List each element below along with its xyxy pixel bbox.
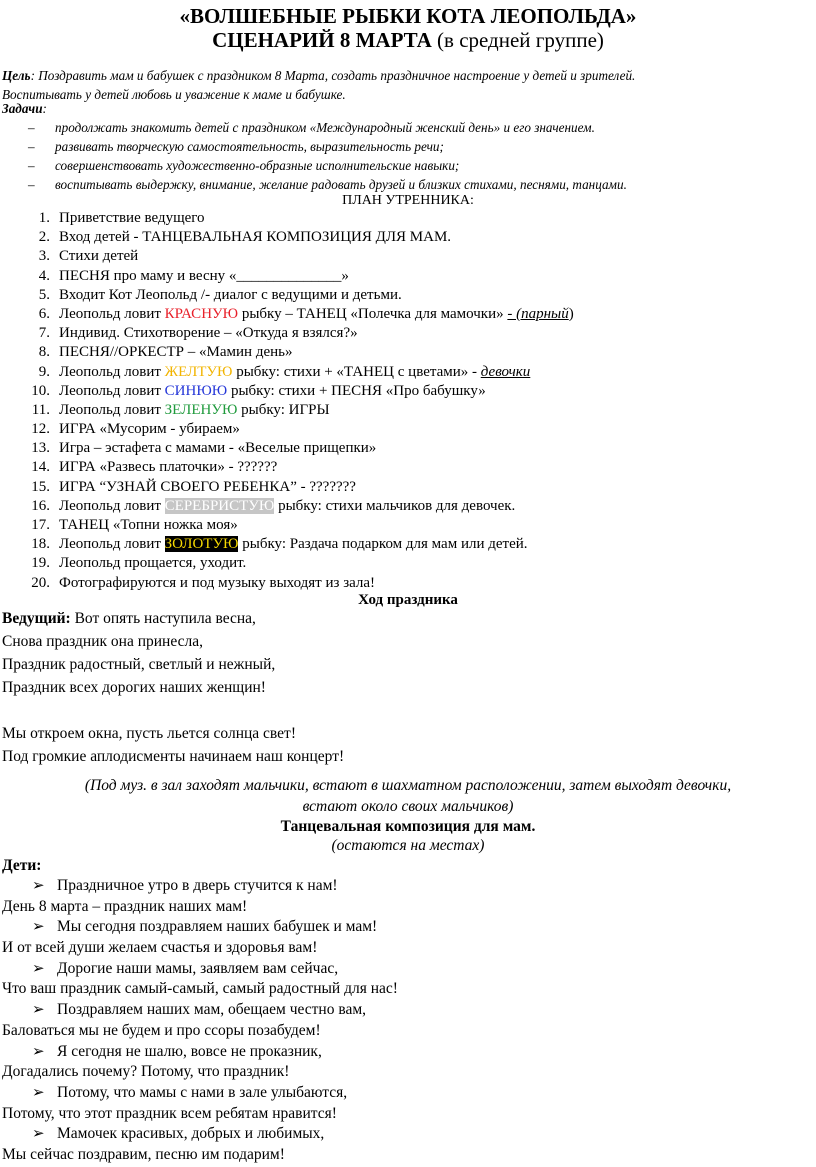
plan-item-text: Фотографируются и под музыку выходят из зала! (59, 574, 376, 591)
plan-item (0, 209, 574, 228)
plan-item (0, 420, 574, 439)
poem-text: Поздравляем наших мам, обещаем честно вам, (57, 1001, 367, 1019)
poem-line: Праздник радостный, светлый и нежный, (2, 656, 276, 673)
plan-item-text: Леопольд прощается, уходит. (59, 555, 247, 572)
girls-note: девочки (480, 363, 531, 380)
item-number: 6. (38, 305, 50, 322)
plan-item-text: Вход детей - ТАНЦЕВАЛЬНАЯ КОМПОЗИЦИЯ ДЛЯ МАМ. (59, 229, 452, 246)
plan-item (0, 247, 574, 266)
poem-gap (2, 699, 344, 722)
dance-title: Танцевальная композиция для мам. (280, 818, 536, 835)
poem-line: Мы откроем окна, пусть льется солнца свет! (2, 725, 296, 742)
plan-item-text: Леопольд ловит (59, 382, 165, 399)
fish-yellow: ЖЕЛТУЮ (164, 363, 233, 380)
poem-line: Мы сейчас поздравим, песню им подарим! (2, 1145, 285, 1163)
plan-item (0, 286, 574, 305)
poem-line: Баловаться мы не будем и про ссоры позабудем! (2, 1021, 321, 1039)
plan-item-text: ) (568, 305, 574, 322)
plan-item (0, 458, 574, 477)
poem-line: Снова праздник она принесла, (2, 633, 203, 650)
fish-green: ЗЕЛЕНУЮ (164, 401, 238, 418)
dance-note: (остаются на местах) (331, 837, 485, 854)
poem-text: Я сегодня не шалю, вовсе не проказник, (57, 1042, 322, 1060)
item-number: 9. (38, 363, 50, 380)
item-number: 19. (31, 555, 50, 572)
item-number: 5. (38, 286, 50, 303)
task-text: продолжать знакомить детей с праздником «Международный женский день» и его значением. (55, 120, 595, 135)
plan-item-text: ИГРА «Развесь платочки» - ?????? (59, 459, 278, 476)
plan-item-text: ТАНЕЦ «Топни ножка моя» (59, 517, 238, 533)
plan-item (0, 535, 574, 554)
tasks-heading (2, 101, 47, 117)
plan-item (0, 401, 574, 420)
document-title: «ВОЛШЕБНЫЕ РЫБКИ КОТА ЛЕОПОЛЬДА» (179, 4, 637, 28)
kids-poem (0, 876, 398, 1166)
plan-item (0, 228, 574, 247)
poem-line (0, 917, 398, 938)
plan-item-text: ПЕСНЯ//ОРКЕСТР – «Мамин день» (59, 344, 293, 361)
stage-direction (0, 775, 816, 817)
poem-line: Что ваш праздник самый-самый, самый радостный для нас! (2, 980, 398, 998)
poem-line: День 8 марта – праздник наших мам! (2, 897, 248, 915)
plan-item (0, 382, 574, 401)
pair-note: - (парный (507, 305, 569, 322)
item-number: 4. (38, 267, 50, 284)
poem-line (0, 1083, 398, 1104)
plan-item-text: рыбку: стихи + ПЕСНЯ «Про бабушку» (227, 382, 486, 399)
document-subtitle (0, 27, 816, 53)
list-item (0, 137, 627, 156)
plan-title: ПЛАН УТРЕННИКА: (342, 193, 474, 208)
item-number: 3. (38, 248, 50, 265)
arrow-bullet-icon: ➢ (32, 960, 45, 977)
plan-item (0, 439, 574, 458)
plan-item (0, 343, 574, 362)
plan-item (0, 363, 574, 382)
plan-item-text: Леопольд ловит (59, 305, 165, 322)
poem-text: Мамочек красивых, добрых и любимых, (57, 1125, 325, 1143)
fish-blue: СИНЮЮ (164, 382, 228, 399)
item-number: 14. (31, 459, 50, 476)
tasks-label: Задачи (2, 101, 43, 116)
poem-line (0, 1000, 398, 1021)
tasks-colon: : (42, 101, 47, 116)
subtitle-bold: СЦЕНАРИЙ 8 МАРТА (212, 28, 432, 52)
item-number: 17. (31, 517, 50, 533)
poem-text: Вот опять наступила весна, (70, 610, 256, 627)
plan-item-text: Леопольд ловит (59, 401, 165, 418)
plan-item-text: Леопольд ловит (59, 497, 165, 514)
tasks-list (0, 118, 627, 194)
task-text: совершенствовать художественно-образные исполнительские навыки; (55, 158, 460, 173)
plan-item-text: ПЕСНЯ про маму и весну «______________» (59, 267, 349, 284)
item-number: 20. (31, 574, 50, 591)
kids-label: Дети: (2, 857, 42, 874)
stage-line: встают около своих мальчиков) (302, 798, 514, 815)
plan-item (0, 478, 574, 497)
plan-item-text: Игра – эстафета с мамами - «Веселые прищепки» (59, 440, 377, 457)
item-number: 15. (31, 478, 50, 495)
item-number: 2. (38, 229, 50, 246)
goal-label: Цель (2, 68, 31, 83)
plan-item (0, 267, 574, 286)
poem-text: Дорогие наши мамы, заявляем вам сейчас, (57, 959, 339, 977)
task-text: воспитывать выдержку, внимание, желание радовать друзей и близких стихами, песнями, танцами. (55, 177, 627, 192)
plan-item-text: Леопольд ловит (59, 363, 165, 380)
plan-item-text: рыбку: стихи + «ТАНЕЦ с цветами» - (232, 363, 481, 380)
dash-bullet: – (28, 139, 35, 154)
poem-line: И от всей души желаем счастья и здоровья вам! (2, 939, 318, 957)
poem-line (0, 876, 398, 897)
list-item (0, 156, 627, 175)
list-item (0, 118, 627, 137)
plan-item-text: рыбку: Раздача подарком для мам или детей. (238, 536, 528, 553)
arrow-bullet-icon: ➢ (32, 1126, 45, 1143)
host-poem (2, 607, 344, 768)
plan-item-text: рыбку: ИГРЫ (237, 401, 330, 418)
plan-item-text: Входит Кот Леопольд /- диалог с ведущими и детьми. (59, 286, 402, 303)
item-number: 16. (31, 497, 50, 514)
dash-bullet: – (28, 158, 35, 173)
plan-item-text: ИГРА “УЗНАЙ СВОЕГО РЕБЕНКА” - ??????? (59, 478, 356, 495)
stage-line: (Под муз. в зал заходят мальчики, встают в шахматном расположении, затем выходят девочки, (84, 777, 732, 794)
plan-item-text: ИГРА «Мусорим - убираем» (59, 421, 240, 438)
dash-bullet: – (28, 120, 35, 135)
fish-silver: СЕРЕБРИСТУЮ (164, 497, 275, 514)
dash-bullet: – (28, 177, 35, 192)
item-number: 7. (38, 325, 50, 342)
subtitle-rest: (в средней группе) (431, 28, 604, 52)
plan-item (0, 554, 574, 573)
poem-line: Догадались почему? Потому, что праздник! (2, 1063, 290, 1081)
item-number: 13. (31, 440, 50, 457)
plan-item-text: рыбку – ТАНЕЦ «Полечка для мамочки» (238, 305, 508, 322)
item-number: 11. (31, 401, 50, 418)
host-label: Ведущий: (2, 610, 71, 627)
fish-gold: ЗОЛОТУЮ (164, 536, 239, 553)
poem-line: Потому, что этот праздник всем ребятам нравится! (2, 1104, 337, 1122)
course-title: Ход праздника (358, 592, 458, 608)
poem-line (0, 959, 398, 980)
plan-item (0, 305, 574, 324)
plan-item (0, 516, 574, 535)
plan-item-text: Леопольд ловит (59, 536, 165, 553)
item-number: 1. (38, 210, 50, 226)
plan-item-text: Индивид. Стихотворение – «Откуда я взялся?» (59, 325, 358, 342)
poem-line (0, 1042, 398, 1063)
poem-text: Мы сегодня поздравляем наших бабушек и мам! (57, 918, 378, 936)
task-text: развивать творческую самостоятельность, выразительность речи; (55, 139, 444, 154)
arrow-bullet-icon: ➢ (32, 1084, 45, 1101)
arrow-bullet-icon: ➢ (32, 1002, 45, 1019)
goal-text-2: Воспитывать у детей любовь и уважение к маме и бабушке. (2, 87, 346, 102)
poem-line: Под громкие аплодисменты начинаем наш концерт! (2, 748, 345, 765)
plan-item-text: Стихи детей (59, 248, 139, 265)
plan-item (0, 324, 574, 343)
poem-line (0, 1124, 398, 1145)
item-number: 18. (31, 536, 50, 553)
poem-text: Праздничное утро в дверь стучится к нам! (57, 877, 338, 894)
poem-text: Потому, что мамы с нами в зале улыбаются, (57, 1083, 348, 1101)
item-number: 8. (38, 344, 50, 361)
fish-red: КРАСНУЮ (164, 305, 239, 322)
plan-item-text: Приветствие ведущего (59, 210, 205, 226)
plan-item-text: рыбку: стихи мальчиков для девочек. (274, 497, 516, 514)
plan-list (0, 209, 574, 593)
arrow-bullet-icon: ➢ (32, 919, 45, 936)
goal-paragraph (2, 66, 802, 104)
item-number: 12. (31, 421, 50, 438)
item-number: 10. (31, 382, 50, 399)
plan-item (0, 497, 574, 516)
arrow-bullet-icon: ➢ (32, 878, 45, 894)
poem-line (2, 607, 344, 630)
goal-text: : Поздравить мам и бабушек с праздником 8 Марта, создать праздничное настроение у детей и зрителей. (30, 68, 636, 83)
poem-line: Праздник всех дорогих наших женщин! (2, 679, 266, 696)
arrow-bullet-icon: ➢ (32, 1043, 45, 1060)
